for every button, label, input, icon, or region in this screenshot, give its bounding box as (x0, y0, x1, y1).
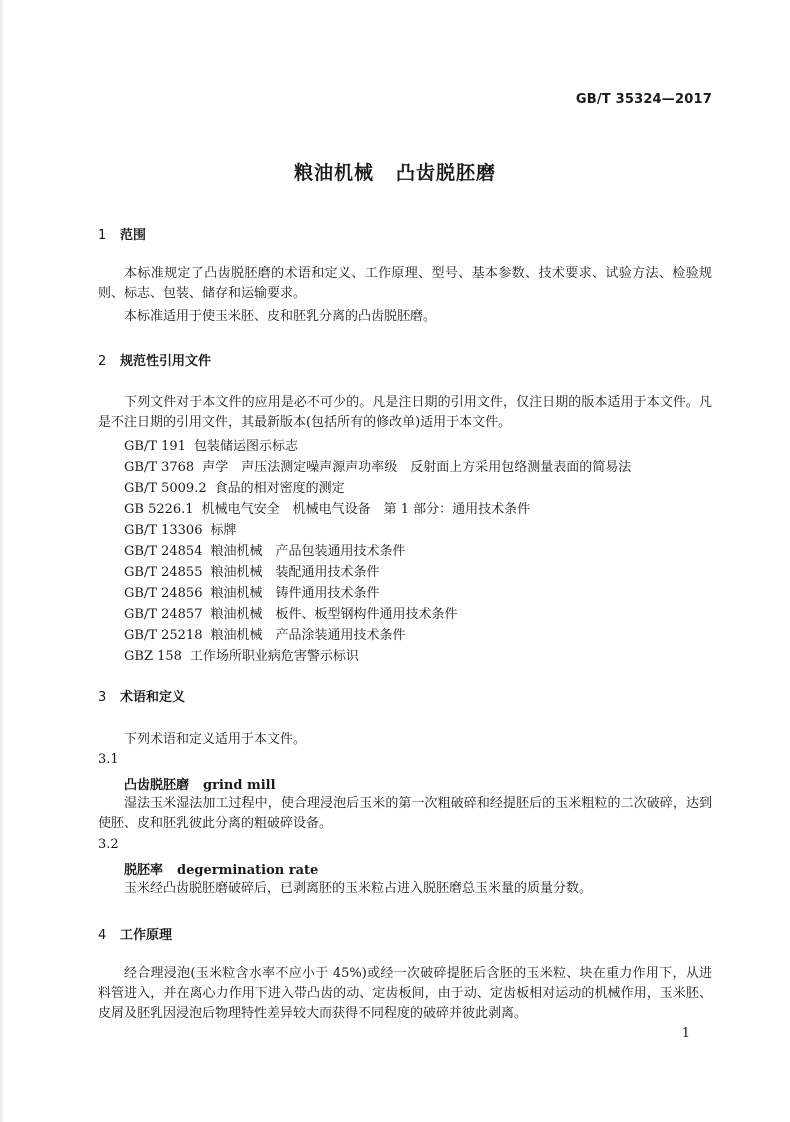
reference-item: GB/T 24855 粮油机械 装配通用技术条件 (124, 565, 380, 580)
standard-number: GB/T 35324—2017 (575, 92, 712, 107)
section4-title: 工作原理 (120, 928, 173, 943)
term-number: 3.1 (98, 752, 119, 767)
section1-number: 1 (98, 228, 107, 243)
section1-para1: 本标准规定了凸齿脱胚磨的术语和定义、工作原理、型号、基本参数、技术要求、试验方法、检验规则、标志、包装、储存和运输要求。 (98, 266, 712, 301)
section4-heading (98, 924, 172, 943)
term-definition: 湿法玉米湿法加工过程中，使合理浸泡后玉米的第一次粗破碎和经提胚后的玉米粗粒的二次破碎，达到使胚、皮和胚乳彼此分离的粗破碎设备。 (98, 796, 712, 831)
section2-heading (98, 350, 211, 369)
reference-item: GB 5226.1 机械电气安全 机械电气设备 第 1 部分：通用技术条件 (124, 502, 531, 517)
term-heading (124, 774, 276, 793)
reference-item: GB/T 24856 粮油机械 铸件通用技术条件 (124, 586, 380, 601)
section3-intro: 下列术语和定义适用于本文件。 (124, 732, 307, 747)
term-zh: 脱胚率 (124, 863, 164, 878)
title-part1: 粮油机械 (293, 162, 374, 184)
reference-item: GB/T 13306 标牌 (124, 523, 237, 538)
term-number: 3.2 (98, 837, 119, 852)
term-en: degermination rate (177, 863, 319, 878)
section3-title: 术语和定义 (120, 690, 186, 705)
document-title (0, 158, 790, 185)
reference-item: GBZ 158 工作场所职业病危害警示标识 (124, 649, 359, 664)
section1-heading (98, 224, 146, 243)
term-heading (124, 859, 318, 878)
reference-item: GB/T 3768 声学 声压法测定噪声源声功率级 反射面上方采用包络测量表面的简易法 (124, 460, 632, 475)
section4-para: 经合理浸泡(玉米粒含水率不应小于 45%)或经一次破碎提胚后含胚的玉米粒、块在重力作用下，从进料管进入，并在离心力作用下进入带凸齿的动、定齿板间，由于动、定齿板相对运动的机械作用，玉米胚、皮屑及胚乳因浸泡后物理特性差异较大而获得不同程度的破碎并彼此剥离。 (98, 966, 712, 1021)
section4-number: 4 (98, 928, 107, 943)
section1-title: 范围 (120, 228, 147, 243)
reference-item: GB/T 24854 粮油机械 产品包装通用技术条件 (124, 544, 406, 559)
page-number: 1 (681, 1026, 690, 1041)
title-part2: 凸齿脱胚磨 (396, 162, 497, 184)
reference-item: GB/T 5009.2 食品的相对密度的测定 (124, 481, 345, 496)
term-en: grind mill (203, 778, 276, 793)
reference-item: GB/T 25218 粮油机械 产品涂装通用技术条件 (124, 628, 406, 643)
section3-heading (98, 686, 185, 705)
section2-number: 2 (98, 354, 107, 369)
reference-item: GB/T 24857 粮油机械 板件、板型钢构件通用技术条件 (124, 607, 458, 622)
reference-item: GB/T 191 包装储运图示标志 (124, 439, 298, 454)
section2-intro: 下列文件对于本文件的应用是必不可少的。凡是注日期的引用文件，仅注日期的版本适用于本文件。凡是不注日期的引用文件，其最新版本(包括所有的修改单)适用于本文件。 (98, 395, 712, 430)
section1-para2: 本标准适用于使玉米胚、皮和胚乳分离的凸齿脱胚磨。 (124, 309, 437, 324)
section2-title: 规范性引用文件 (120, 354, 212, 369)
term-zh: 凸齿脱胚磨 (124, 778, 190, 793)
term-definition: 玉米经凸齿脱胚磨破碎后，已剥离胚的玉米粒占进入脱胚磨总玉米量的质量分数。 (124, 881, 593, 896)
section3-number: 3 (98, 690, 107, 705)
